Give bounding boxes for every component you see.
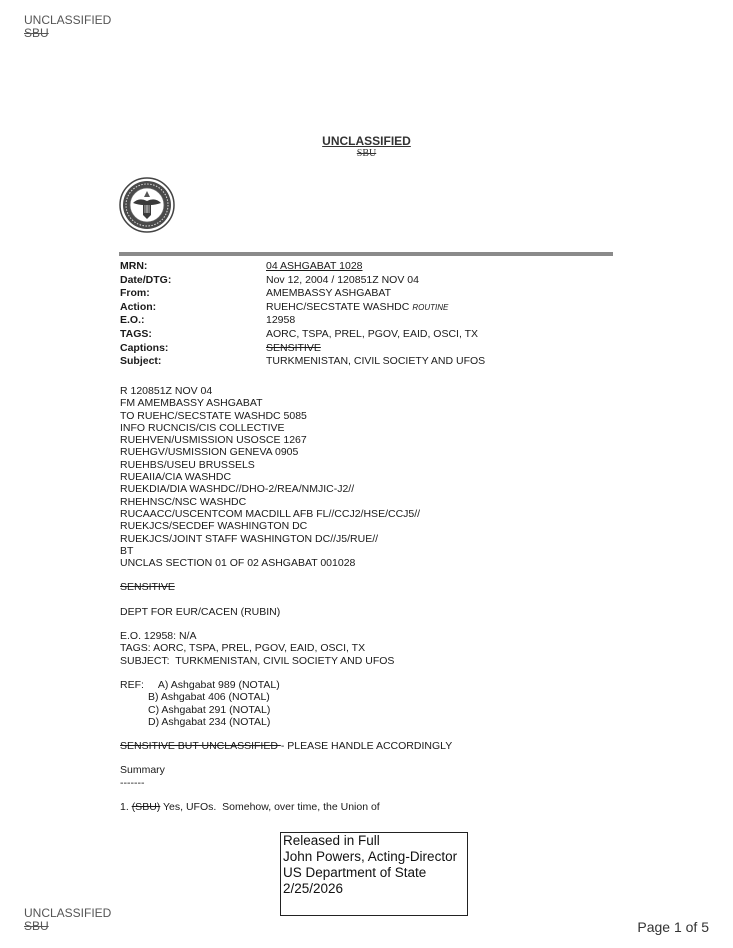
bottom-sbu-marking: SBU (24, 919, 49, 933)
eo-line: E.O. 12958: N/A (120, 630, 197, 643)
ref-item: B) Ashgabat 406 (NOTAL) (148, 691, 270, 704)
meta-value (266, 301, 448, 315)
bottom-classification-label: UNCLASSIFIED (24, 906, 112, 920)
routing-line: UNCLAS SECTION 01 OF 02 ASHGABAT 001028 (120, 557, 356, 570)
ref-item: A) Ashgabat 989 (NOTAL) (157, 678, 280, 691)
meta-row-from (120, 287, 485, 301)
ref-first-line (120, 679, 600, 691)
header-sbu-marking: SBU (356, 148, 377, 159)
routing-line: INFO RUCNCIS/CIS COLLECTIVE (120, 421, 285, 434)
meta-row-mrn (120, 260, 485, 274)
routing-line: RUEAIIA/CIA WASHDC (120, 471, 232, 484)
handling-rest: - PLEASE HANDLE ACCORDINGLY (280, 740, 453, 753)
routing-line: RUEKJCS/SECDEF WASHINGTON DC (120, 520, 308, 533)
routing-line: R 120851Z NOV 04 (120, 385, 213, 397)
meta-row-action (120, 301, 485, 315)
routing-line: RUEHVEN/USMISSION USOSCE 1267 (120, 434, 307, 447)
meta-value: 04 ASHGABAT 1028 (266, 260, 363, 272)
meta-row-tags (120, 328, 485, 342)
document-header (0, 134, 733, 159)
dept-line: DEPT FOR EUR/CACEN (RUBIN) (120, 605, 281, 618)
release-line: Released in Full (283, 833, 380, 848)
subject-line: SUBJECT: TURKMENISTAN, CIVIL SOCIETY AND UFOS (120, 654, 395, 667)
meta-row-date (120, 274, 485, 288)
routing-line: RUEKDIA/DIA WASHDC//DHO-2/REA/NMJIC-J2// (120, 483, 355, 496)
metadata-table (120, 260, 485, 369)
release-stamp (280, 832, 468, 916)
meta-key: TAGS: (120, 327, 152, 340)
meta-value: 12958 (266, 314, 296, 327)
meta-action-value: RUEHC/SECSTATE WASHDC (266, 300, 410, 313)
page-number: Page 1 of 5 (637, 919, 709, 935)
paragraph-text: Yes, UFOs. Somehow, over time, the Union of (160, 801, 380, 814)
sensitive-label: SENSITIVE (120, 581, 175, 594)
meta-value: AMEMBASSY ASHGABAT (266, 287, 392, 300)
meta-key: Captions: (120, 341, 169, 354)
release-line: 2/25/2026 (283, 881, 344, 896)
top-sbu-marking: SBU (24, 26, 49, 40)
ref-item: C) Ashgabat 291 (NOTAL) (148, 703, 271, 716)
routing-line: TO RUEHC/SECSTATE WASHDC 5085 (120, 409, 307, 422)
meta-row-captions (120, 342, 485, 356)
meta-row-eo (120, 314, 485, 328)
top-classification-label: UNCLASSIFIED (24, 13, 112, 27)
handling-line (120, 740, 600, 752)
meta-value: SENSITIVE (266, 341, 321, 354)
meta-key: MRN: (120, 260, 148, 272)
meta-action-priority: ROUTINE (412, 302, 449, 312)
meta-key: From: (120, 287, 150, 300)
paragraph-number: 1. (120, 801, 129, 814)
meta-value: TURKMENISTAN, CIVIL SOCIETY AND UFOS (266, 355, 486, 368)
routing-line: RUEHGV/USMISSION GENEVA 0905 (120, 446, 299, 459)
cable-body (120, 385, 600, 813)
routing-line: RHEHNSC/NSC WASHDC (120, 495, 247, 508)
summary-underline: ------- (120, 776, 145, 789)
meta-row-subject (120, 355, 485, 369)
top-classification (24, 14, 111, 40)
release-line: John Powers, Acting-Director (283, 849, 458, 864)
handling-struck: SENSITIVE BUT UNCLASSIFIED (120, 740, 281, 753)
header-classification: UNCLASSIFIED (322, 134, 411, 148)
summary-title: Summary (120, 764, 165, 777)
meta-key: Action: (120, 300, 157, 313)
routing-line: RUEHBS/USEU BRUSSELS (120, 458, 255, 471)
paragraph-1 (120, 801, 600, 813)
header-rule (119, 252, 613, 256)
paragraph-marking: (SBU) (131, 801, 161, 814)
routing-line: BT (120, 544, 134, 557)
state-department-seal-icon (119, 177, 175, 233)
routing-line: RUCAACC/USCENTCOM MACDILL AFB FL//CCJ2/HSE/CCJ5// (120, 507, 421, 520)
meta-key: Date/DTG: (120, 273, 172, 286)
meta-value: AORC, TSPA, PREL, PGOV, EAID, OSCI, TX (266, 327, 479, 340)
meta-key: E.O.: (120, 314, 145, 327)
release-line: US Department of State (283, 865, 427, 880)
routing-line: RUEKJCS/JOINT STAFF WASHINGTON DC//J5/RUE// (120, 532, 379, 545)
routing-line: FM AMEMBASSY ASHGABAT (120, 397, 263, 410)
ref-label: REF: (120, 678, 144, 691)
ref-item: D) Ashgabat 234 (NOTAL) (148, 715, 271, 728)
tags-line: TAGS: AORC, TSPA, PREL, PGOV, EAID, OSCI, TX (120, 642, 366, 655)
bottom-classification (24, 907, 111, 933)
meta-value: Nov 12, 2004 / 120851Z NOV 04 (266, 273, 419, 286)
meta-key: Subject: (120, 355, 162, 368)
